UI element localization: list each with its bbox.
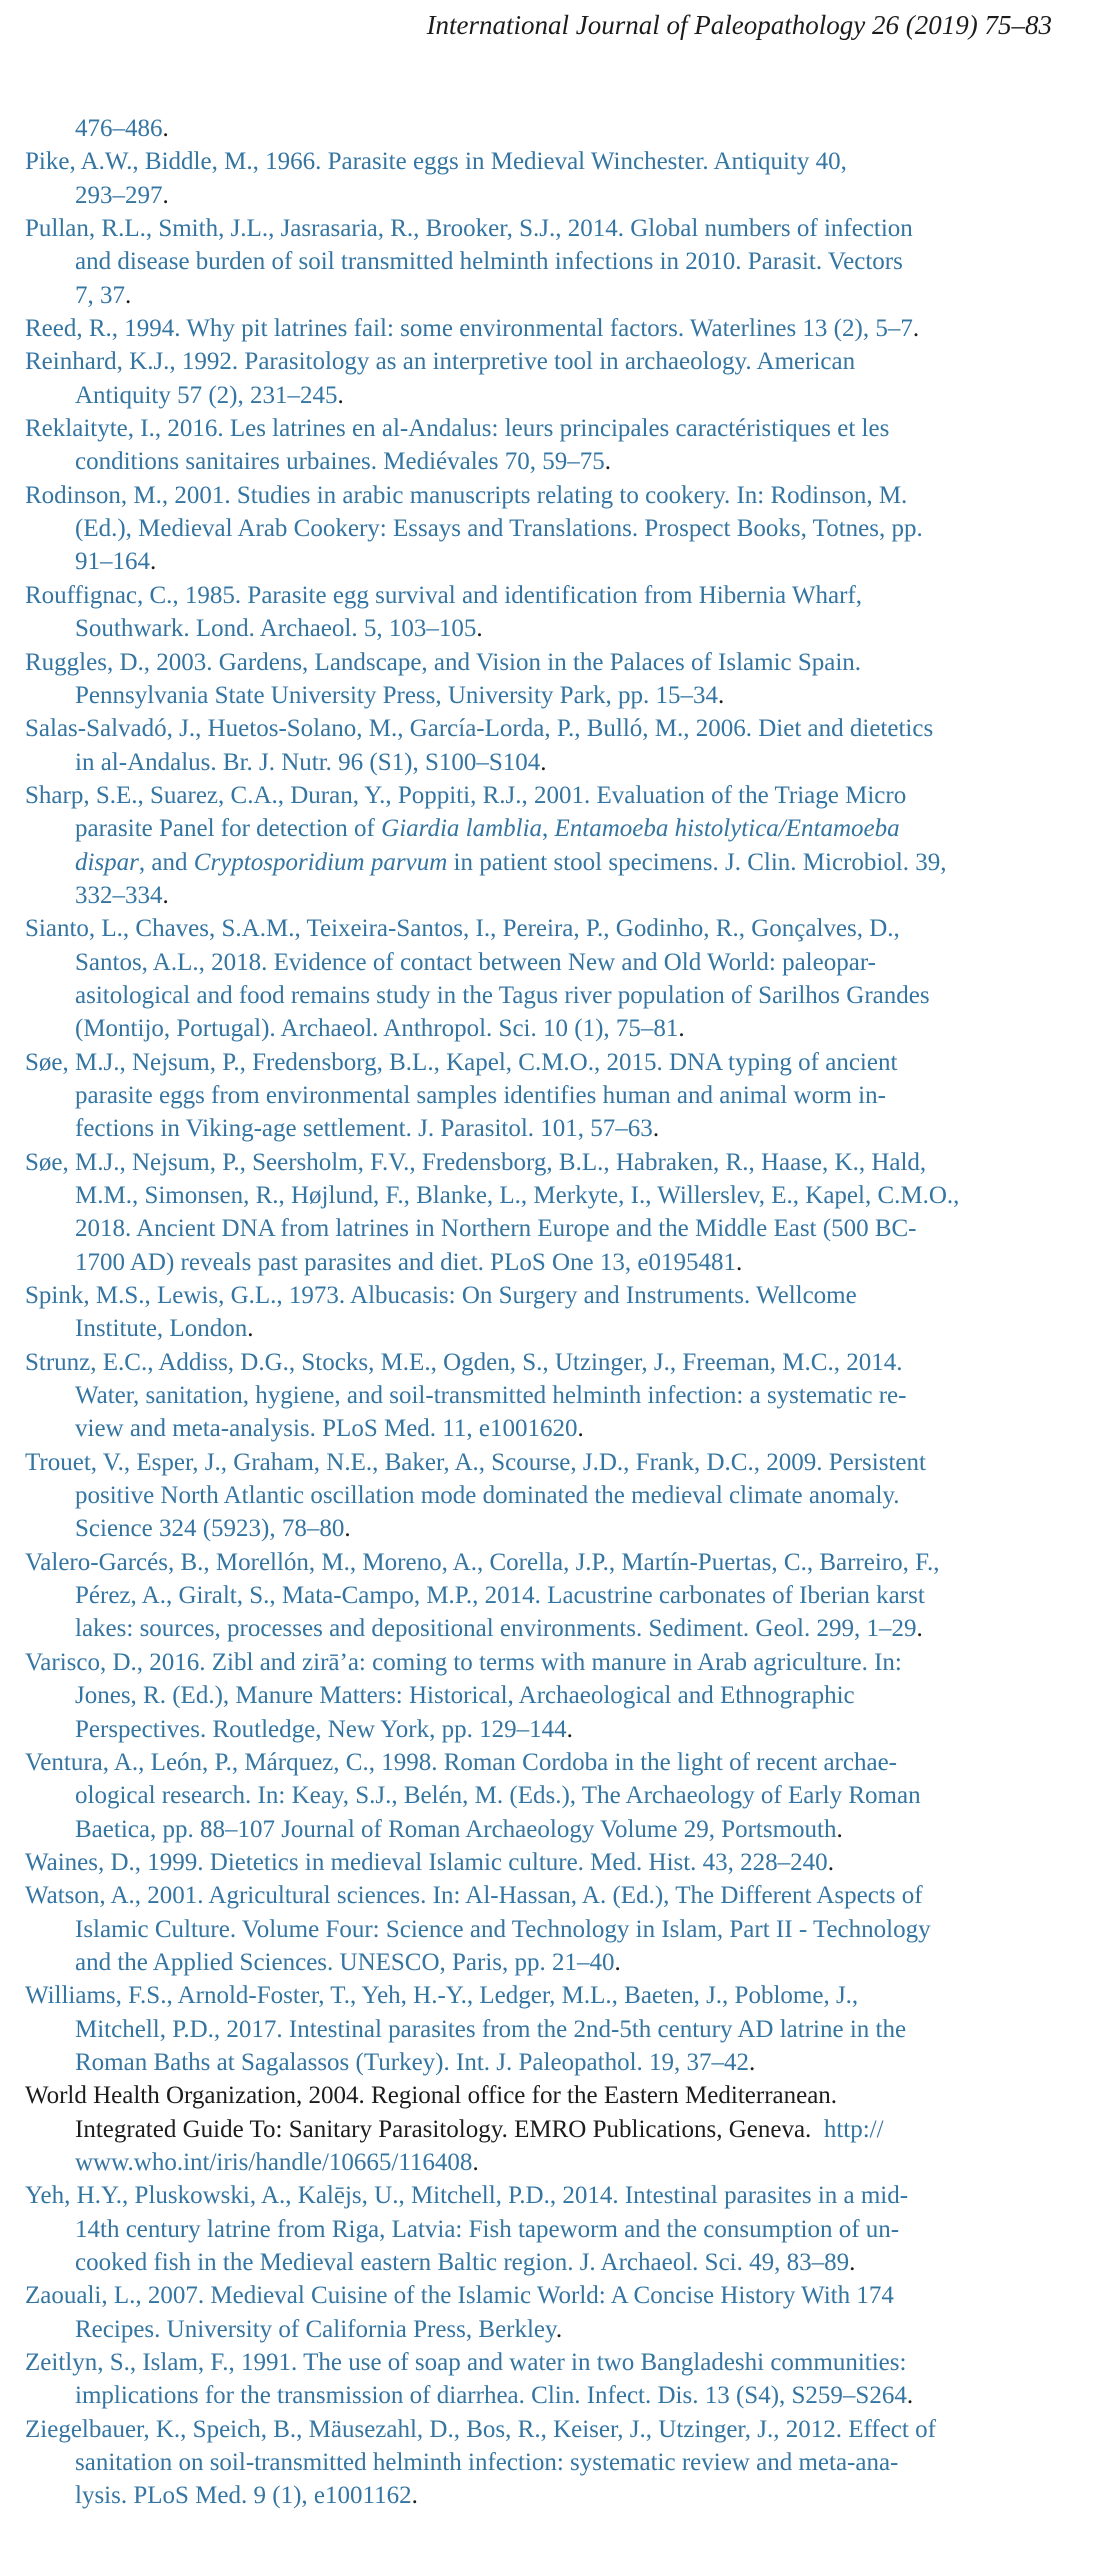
- reference-line: [25, 1946, 1080, 1979]
- reference-line: [25, 2079, 1080, 2112]
- reference-text: .: [540, 748, 547, 776]
- reference-line: [25, 2313, 1080, 2346]
- reference-text: Salas-Salvadó, J., Huetos-Solano, M., García-Lorda, P., Bulló, M., 2006. Diet and dietetics: [25, 715, 934, 743]
- reference-entry[interactable]: [25, 1446, 1080, 1546]
- reference-text: .: [566, 1715, 573, 1743]
- reference-text: .: [476, 615, 483, 643]
- reference-text: Watson, A., 2001. Agricultural sciences. In: Al-Hassan, A. (Ed.), The Different Aspects of: [25, 1882, 923, 1910]
- reference-text: .: [162, 115, 169, 142]
- reference-line: [25, 579, 1080, 612]
- reference-text: Sianto, L., Chaves, S.A.M., Teixeira-Santos, I., Pereira, P., Godinho, R., Gonçalves, D.,: [25, 915, 900, 943]
- reference-text: Valero-Garcés, B., Morellón, M., Moreno, A., Corella, J.P., Martín-Puertas, C., Barreiro, F.,: [25, 1548, 940, 1576]
- reference-text: (Ed.), Medieval Arab Cookery: Essays and Translations. Prospect Books, Totnes, pp.: [75, 515, 923, 543]
- reference-text: 2018. Ancient DNA from latrines in Northern Europe and the Middle East (500 BC-: [75, 1215, 917, 1243]
- reference-text: .: [344, 1515, 351, 1543]
- reference-text: sanitation on soil-transmitted helminth infection: systematic review and meta-ana-: [75, 2449, 899, 2477]
- reference-line: [25, 2479, 1080, 2512]
- reference-text: in al-Andalus. Br. J. Nutr. 96 (S1), S100–S104: [75, 748, 541, 776]
- reference-text: Zaouali, L., 2007. Medieval Cuisine of the Islamic World: A Concise History With 174: [25, 2282, 894, 2310]
- reference-text: .: [555, 2315, 563, 2343]
- reference-text: lysis. PLoS Med. 9 (1), e1001162: [75, 2482, 412, 2510]
- reference-text: Integrated Guide To: Sanitary Parasitology. EMRO Publications, Geneva.: [75, 2115, 824, 2143]
- reference-text: , and: [138, 848, 194, 876]
- reference-text: Reinhard, K.J., 1992. Parasitology as an interpretive tool in archaeology. American: [25, 348, 856, 376]
- journal-running-head: International Journal of Paleopathology 26 (2019) 75–83: [426, 10, 1052, 40]
- reference-entry[interactable]: [25, 2413, 1080, 2513]
- reference-text: Søe, M.J., Nejsum, P., Fredensborg, B.L., Kapel, C.M.O., 2015. DNA typing of ancient: [25, 1048, 898, 1076]
- reference-entry[interactable]: [25, 579, 1080, 646]
- reference-text: dispar: [75, 848, 139, 876]
- reference-text: Cryptosporidium parvum: [193, 848, 448, 876]
- reference-line: [25, 646, 1080, 679]
- reference-line: [25, 2279, 1080, 2312]
- reference-line: [25, 279, 1080, 312]
- reference-entry[interactable]: [25, 1746, 1080, 1846]
- reference-text: .: [912, 315, 920, 343]
- reference-text: .: [247, 1315, 254, 1343]
- reference-line: [25, 2379, 1080, 2412]
- reference-text: .: [162, 881, 169, 909]
- reference-entry[interactable]: [25, 646, 1080, 713]
- reference-text: .: [718, 681, 725, 709]
- reference-line: [25, 412, 1080, 445]
- reference-line: [25, 846, 1080, 879]
- reference-line: [25, 2246, 1080, 2279]
- reference-line: [25, 912, 1080, 945]
- reference-text: Spink, M.S., Lewis, G.L., 1973. Albucasis: On Surgery and Instruments. Wellcome: [25, 1282, 857, 1310]
- reference-text: .: [849, 2249, 856, 2276]
- reference-line: [25, 2446, 1080, 2479]
- reference-entry[interactable]: [25, 479, 1080, 579]
- reference-entry[interactable]: [25, 1979, 1080, 2079]
- reference-text: Ventura, A., León, P., Márquez, C., 1998. Roman Cordoba in the light of recent archae-: [25, 1748, 897, 1776]
- reference-line: [25, 1312, 1080, 1345]
- reference-line: [25, 1679, 1080, 1712]
- reference-line: [25, 879, 1080, 912]
- reference-line: [25, 2013, 1080, 2046]
- reference-line: [25, 946, 1080, 979]
- reference-text: .: [577, 1415, 584, 1443]
- reference-text: Southwark. Lond. Archaeol. 5, 103–105: [75, 615, 477, 643]
- reference-entry[interactable]: [25, 779, 1080, 912]
- reference-entry[interactable]: [25, 2179, 1080, 2279]
- reference-text: Pullan, R.L., Smith, J.L., Jasrasaria, R., Brooker, S.J., 2014. Global numbers of infection: [25, 215, 913, 243]
- reference-line: [25, 2113, 1080, 2146]
- reference-text: Islamic Culture. Volume Four: Science and Technology in Islam, Part II - Technology: [75, 1915, 931, 1943]
- reference-line: [25, 1412, 1080, 1445]
- reference-text: ,: [542, 815, 555, 843]
- reference-line: [25, 179, 1080, 212]
- reference-text: ological research. In: Keay, S.J., Belén, M. (Eds.), The Archaeology of Early Roman: [75, 1782, 921, 1810]
- reference-line: [25, 445, 1080, 478]
- reference-entry[interactable]: [25, 312, 1080, 345]
- reference-text: Ziegelbauer, K., Speich, B., Mäusezahl, D., Bos, R., Keiser, J., Utzinger, J., 2012. Effect of: [25, 2415, 936, 2443]
- reference-text: Zeitlyn, S., Islam, F., 1991. The use of soap and water in two Bangladeshi communities:: [25, 2349, 907, 2377]
- reference-line: [25, 1713, 1080, 1746]
- reference-text: Institute, London: [75, 1315, 248, 1343]
- reference-text: Rodinson, M., 2001. Studies in arabic manuscripts relating to cookery. In: Rodinson, M.: [25, 481, 908, 509]
- reference-text: .: [749, 2048, 756, 2076]
- reference-text: fections in Viking-age settlement. J. Parasitol. 101, 57–63: [75, 1115, 653, 1143]
- reference-line: [25, 979, 1080, 1012]
- reference-text: .: [916, 1615, 923, 1643]
- reference-line: [25, 1379, 1080, 1412]
- reference-text: view and meta-analysis. PLoS Med. 11, e1001620: [75, 1415, 578, 1443]
- reference-url-link[interactable]: http://: [823, 2115, 884, 2143]
- reference-entry[interactable]: [25, 912, 1080, 1045]
- reference-line: [25, 1913, 1080, 1946]
- reference-line: [25, 1146, 1080, 1179]
- reference-text: World Health Organization, 2004. Regional office for the Eastern Mediterranean.: [25, 2082, 838, 2110]
- reference-text: Antiquity 57 (2), 231–245: [75, 381, 338, 409]
- reference-text: Science 324 (5923), 78–80: [75, 1515, 345, 1543]
- reference-text: .: [604, 448, 611, 476]
- reference-text: in patient stool specimens. J. Clin. Microbiol. 39,: [447, 848, 947, 876]
- reference-text: Jones, R. (Ed.), Manure Matters: Historical, Archaeological and Ethnographic: [75, 1682, 855, 1710]
- reference-text: 14th century latrine from Riga, Latvia: Fish tapeworm and the consumption of un-: [75, 2215, 900, 2243]
- reference-line: [25, 245, 1080, 278]
- reference-entry[interactable]: [25, 412, 1080, 479]
- reference-entry[interactable]: [25, 2346, 1080, 2413]
- reference-line: [25, 812, 1080, 845]
- reference-entry[interactable]: [25, 212, 1080, 312]
- reference-text: 476–486: [75, 115, 163, 142]
- reference-line: [25, 145, 1080, 178]
- reference-line: [25, 1112, 1080, 1145]
- reference-text: .: [652, 1115, 660, 1143]
- reference-text: .: [836, 1815, 843, 1843]
- reference-line: [25, 1279, 1080, 1312]
- reference-text: Varisco, D., 2016. Zibl and zirā’a: coming to terms with manure in Arab agriculture. In:: [25, 1648, 902, 1676]
- reference-line: [25, 2213, 1080, 2246]
- reference-text: .: [162, 181, 169, 209]
- reference-text: Giardia lamblia: [381, 815, 543, 843]
- reference-entry[interactable]: [25, 1879, 1080, 1979]
- reference-text: .: [337, 381, 344, 409]
- reference-line: [25, 712, 1080, 745]
- reference-text: Yeh, H.Y., Pluskowski, A., Kalējs, U., Mitchell, P.D., 2014. Intestinal parasites in a mid-: [25, 2182, 909, 2210]
- reference-text: 293–297: [75, 181, 163, 209]
- reference-text: cooked fish in the Medieval eastern Baltic region. J. Archaeol. Sci. 49, 83–89: [75, 2249, 850, 2276]
- reference-line: [25, 1979, 1080, 2012]
- references-list: [25, 112, 1080, 2513]
- reference-line: [25, 1212, 1080, 1245]
- reference-entry[interactable]: [25, 1146, 1080, 1279]
- reference-entry[interactable]: [25, 1546, 1080, 1646]
- reference-entry[interactable]: [25, 1279, 1080, 1346]
- reference-text: parasite eggs from environmental samples identifies human and animal worm in-: [75, 1081, 886, 1109]
- reference-text: Pike, A.W., Biddle, M., 1966. Parasite eggs in Medieval Winchester. Antiquity 40,: [25, 148, 847, 176]
- reference-line: [25, 1813, 1080, 1846]
- reference-line: [25, 345, 1080, 378]
- reference-text: Mitchell, P.D., 2017. Intestinal parasites from the 2nd-5th century AD latrine in the: [75, 2015, 907, 2043]
- reference-line: [25, 1246, 1080, 1279]
- reference-text: Rouffignac, C., 1985. Parasite egg survival and identification from Hibernia Wharf,: [25, 581, 863, 609]
- reference-line: [25, 512, 1080, 545]
- reference-line: [25, 1346, 1080, 1379]
- reference-text: Søe, M.J., Nejsum, P., Seersholm, F.V., Fredensborg, B.L., Habraken, R., Haase, K., Hald,: [25, 1148, 927, 1176]
- reference-line: [25, 545, 1080, 578]
- reference-entry[interactable]: [25, 1846, 1080, 1879]
- reference-line: [25, 1479, 1080, 1512]
- reference-line: [25, 479, 1080, 512]
- reference-entry[interactable]: [25, 345, 1080, 412]
- reference-text: Pennsylvania State University Press, University Park, pp. 15–34: [75, 681, 718, 709]
- reference-line: [25, 312, 1080, 345]
- reference-text: .: [827, 1848, 834, 1876]
- reference-text: Sharp, S.E., Suarez, C.A., Duran, Y., Poppiti, R.J., 2001. Evaluation of the Triage Micro: [25, 781, 907, 809]
- reference-line: [25, 2146, 1080, 2179]
- reference-line: [25, 1879, 1080, 1912]
- reference-line: [25, 2346, 1080, 2379]
- reference-entry[interactable]: [25, 1646, 1080, 1746]
- reference-url-link[interactable]: www.who.int/iris/handle/10665/116408: [75, 2148, 473, 2176]
- reference-text: and the Applied Sciences. UNESCO, Paris, pp. 21–40: [75, 1948, 615, 1976]
- reference-fragment[interactable]: [25, 112, 1080, 145]
- reference-text: .: [125, 281, 132, 309]
- reference-entry[interactable]: [25, 145, 1080, 212]
- reference-text: 91–164: [75, 548, 150, 576]
- reference-text: .: [472, 2148, 479, 2176]
- reference-text: Entamoeba histolytica/Entamoeba: [554, 815, 900, 843]
- reference-text: implications for the transmission of diarrhea. Clin. Infect. Dis. 13 (S4), S259–S264: [75, 2382, 907, 2410]
- reference-line: [25, 1546, 1080, 1579]
- reference-text: 332–334: [75, 881, 163, 909]
- reference-line: [25, 2413, 1080, 2446]
- reference-entry[interactable]: [25, 2279, 1080, 2346]
- reference-text: Water, sanitation, hygiene, and soil-transmitted helminth infection: a systematic re-: [75, 1382, 907, 1410]
- reference-text: positive North Atlantic oscillation mode dominated the medieval climate anomaly.: [75, 1482, 900, 1510]
- reference-line: [25, 1846, 1080, 1879]
- reference-text: M.M., Simonsen, R., Højlund, F., Blanke, L., Merkyte, I., Willerslev, E., Kapel, C.M.O.,: [75, 1182, 960, 1209]
- reference-line: [25, 1612, 1080, 1645]
- reference-text: Reed, R., 1994. Why pit latrines fail: some environmental factors. Waterlines 13 (2), 5–7: [25, 315, 913, 343]
- reference-text: (Montijo, Portugal). Archaeol. Anthropol. Sci. 10 (1), 75–81: [75, 1015, 679, 1043]
- reference-line: [25, 1746, 1080, 1779]
- reference-line: [25, 1512, 1080, 1545]
- reference-line: [25, 1779, 1080, 1812]
- reference-entry[interactable]: [25, 1346, 1080, 1446]
- reference-text: Santos, A.L., 2018. Evidence of contact between New and Old World: paleopar-: [75, 948, 876, 976]
- reference-text: Reklaityte, I., 2016. Les latrines en al-Andalus: leurs principales caractéristiques et les: [25, 415, 890, 443]
- reference-text: .: [678, 1015, 685, 1043]
- reference-text: 1700 AD) reveals past parasites and diet. PLoS One 13, e0195481: [75, 1248, 736, 1276]
- reference-line: [25, 1646, 1080, 1679]
- reference-text: Waines, D., 1999. Dietetics in medieval Islamic culture. Med. Hist. 43, 228–240: [25, 1848, 828, 1876]
- reference-text: Strunz, E.C., Addiss, D.G., Stocks, M.E., Ogden, S., Utzinger, J., Freeman, M.C., 2014.: [25, 1348, 903, 1376]
- reference-entry: [25, 2079, 1080, 2179]
- reference-text: conditions sanitaires urbaines. Mediévales 70, 59–75: [75, 448, 605, 476]
- reference-text: .: [614, 1948, 621, 1976]
- reference-text: .: [906, 2382, 914, 2410]
- reference-text: Pérez, A., Giralt, S., Mata-Campo, M.P., 2014. Lacustrine carbonates of Iberian karst: [75, 1582, 925, 1610]
- reference-entry[interactable]: [25, 712, 1080, 779]
- reference-text: and disease burden of soil transmitted helminth infections in 2010. Parasit. Vectors: [75, 248, 903, 276]
- reference-text: .: [150, 548, 157, 576]
- reference-text: .: [411, 2482, 418, 2510]
- reference-line: [25, 1446, 1080, 1479]
- reference-line: [25, 612, 1080, 645]
- reference-text: Baetica, pp. 88–107 Journal of Roman Archaeology Volume 29, Portsmouth: [75, 1815, 837, 1843]
- reference-text: Roman Baths at Sagalassos (Turkey). Int. J. Paleopathol. 19, 37–42: [75, 2048, 750, 2076]
- reference-text: lakes: sources, processes and depositional environments. Sediment. Geol. 299, 1–29: [75, 1615, 917, 1643]
- reference-line: [25, 1012, 1080, 1045]
- reference-text: .: [736, 1248, 743, 1276]
- reference-line: [25, 2179, 1080, 2212]
- reference-text: parasite Panel for detection of: [75, 815, 382, 843]
- reference-text: asitological and food remains study in the Tagus river population of Sarilhos Grandes: [75, 981, 930, 1009]
- reference-text: Williams, F.S., Arnold-Foster, T., Yeh, H.-Y., Ledger, M.L., Baeten, J., Poblome, J.,: [25, 1982, 859, 2010]
- reference-text: Ruggles, D., 2003. Gardens, Landscape, and Vision in the Palaces of Islamic Spain.: [25, 648, 862, 676]
- reference-line: [25, 212, 1080, 245]
- reference-line: [25, 112, 1080, 145]
- reference-line: [25, 1046, 1080, 1079]
- reference-line: [25, 2046, 1080, 2079]
- reference-text: Perspectives. Routledge, New York, pp. 129–144: [75, 1715, 567, 1743]
- reference-line: [25, 1579, 1080, 1612]
- reference-line: [25, 779, 1080, 812]
- reference-line: [25, 1179, 1080, 1212]
- reference-line: [25, 1079, 1080, 1112]
- reference-line: [25, 679, 1080, 712]
- reference-line: [25, 746, 1080, 779]
- reference-entry[interactable]: [25, 1046, 1080, 1146]
- reference-text: Trouet, V., Esper, J., Graham, N.E., Baker, A., Scourse, J.D., Frank, D.C., 2009. Persistent: [25, 1448, 926, 1476]
- reference-text: 7, 37: [75, 281, 125, 309]
- reference-line: [25, 379, 1080, 412]
- reference-text: Recipes. University of California Press, Berkley: [75, 2315, 556, 2343]
